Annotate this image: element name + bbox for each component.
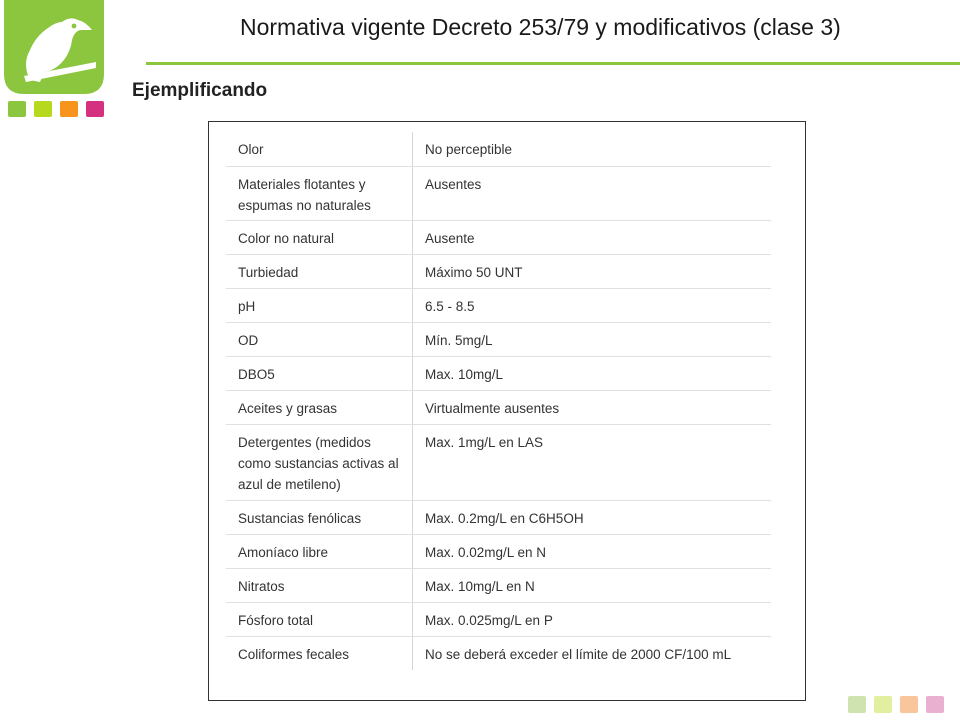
page-title: Normativa vigente Decreto 253/79 y modificativos (clase 3) [240,14,841,40]
parameter-cell: DBO5 [226,356,413,390]
square-orange [60,101,78,117]
square-lime-faded [874,696,892,713]
value-cell: Max. 10mg/L en N [413,568,772,602]
table-row [226,288,771,322]
square-orange-faded [900,696,918,713]
value-cell: Max. 1mg/L en LAS [413,424,772,500]
parameter-cell: Color no natural [226,220,413,254]
table-row [226,636,771,670]
value-cell: Max. 0.02mg/L en N [413,534,772,568]
parameter-cell: Amoníaco libre [226,534,413,568]
table-row [226,322,771,356]
table-row [226,166,771,220]
table-row [226,390,771,424]
parameter-cell: Turbiedad [226,254,413,288]
value-cell: Virtualmente ausentes [413,390,772,424]
value-cell: 6.5 - 8.5 [413,288,772,322]
table-row [226,220,771,254]
logo-squares [8,101,104,117]
parameter-cell: Detergentes (medidos como sustancias activas al azul de metileno) [226,424,413,500]
parameter-cell: Nitratos [226,568,413,602]
table-row [226,602,771,636]
footer-squares [848,696,944,713]
value-cell: Ausentes [413,166,772,220]
square-lime [34,101,52,117]
value-cell: No perceptible [413,132,772,166]
table-row [226,534,771,568]
table-frame [208,121,806,701]
square-magenta [86,101,104,117]
table-row [226,424,771,500]
value-cell: Máximo 50 UNT [413,254,772,288]
parameter-cell: Coliformes fecales [226,636,413,670]
square-magenta-faded [926,696,944,713]
parameter-cell: pH [226,288,413,322]
parameter-cell: Olor [226,132,413,166]
section-subtitle: Ejemplificando [132,80,268,101]
value-cell: Max. 10mg/L [413,356,772,390]
square-green-faded [848,696,866,713]
parameter-cell: Materiales flotantes y espumas no naturales [226,166,413,220]
square-green [8,101,26,117]
bird-logo-icon [0,0,108,96]
table-row [226,132,771,166]
value-cell: Max. 0.2mg/L en C6H5OH [413,500,772,534]
table-row [226,356,771,390]
value-cell: Mín. 5mg/L [413,322,772,356]
parameter-cell: Aceites y grasas [226,390,413,424]
table-row [226,568,771,602]
table-row [226,254,771,288]
value-cell: Max. 0.025mg/L en P [413,602,772,636]
value-cell: Ausente [413,220,772,254]
title-underline [146,62,960,65]
parameters-table [226,132,771,670]
parameter-cell: OD [226,322,413,356]
parameter-cell: Fósforo total [226,602,413,636]
parameter-cell: Sustancias fenólicas [226,500,413,534]
table-row [226,500,771,534]
value-cell: No se deberá exceder el límite de 2000 CF/100 mL [425,646,732,662]
